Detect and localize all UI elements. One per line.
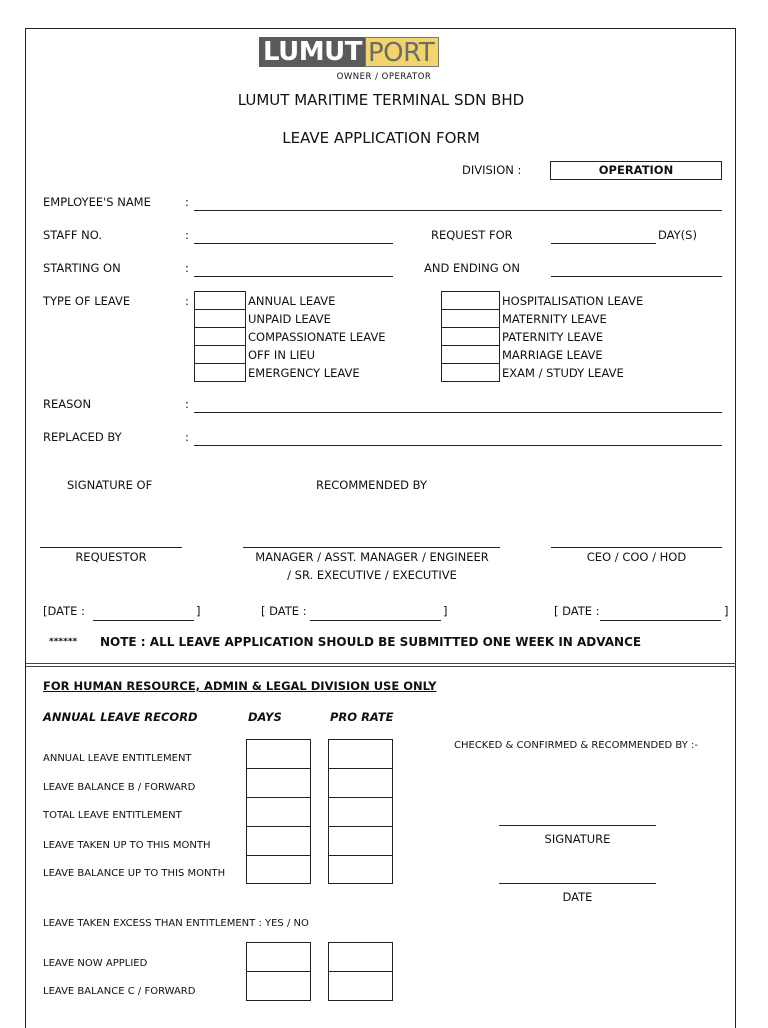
requestor-date-field[interactable]: [93, 620, 194, 621]
replaced-by-field[interactable]: [194, 445, 722, 446]
hr-date-label: DATE: [562, 890, 593, 904]
close-bracket: ]: [196, 604, 201, 618]
employee-name-label: EMPLOYEE'S NAME: [43, 195, 151, 209]
leave-type-label: MARRIAGE LEAVE: [502, 348, 603, 362]
starting-on-label: STARTING ON: [43, 261, 121, 275]
hr-signature-line[interactable]: [499, 825, 656, 826]
close-bracket: ]: [443, 604, 448, 618]
hr-row-label: TOTAL LEAVE ENTITLEMENT: [43, 810, 182, 821]
starting-on-field[interactable]: [194, 276, 393, 277]
days-cell[interactable]: [246, 739, 311, 769]
checkbox-annual-leave[interactable]: [194, 291, 246, 310]
leave-now-applied-label: LEAVE NOW APPLIED: [43, 958, 148, 969]
division-value[interactable]: OPERATION: [550, 161, 722, 180]
colon: :: [185, 195, 189, 209]
annual-leave-record-header: ANNUAL LEAVE RECORD: [43, 710, 198, 724]
now-applied-days-cell[interactable]: [246, 942, 311, 972]
days-cell[interactable]: [246, 768, 311, 798]
employee-name-field[interactable]: [194, 210, 722, 211]
ceo-label: CEO / COO / HOD: [586, 550, 687, 564]
leave-type-label: EMERGENCY LEAVE: [248, 366, 360, 380]
request-for-label: REQUEST FOR: [431, 228, 513, 242]
excess-label: LEAVE TAKEN EXCESS THAN ENTITLEMENT : YES / NO: [43, 918, 309, 929]
requestor-label: REQUESTOR: [75, 550, 147, 564]
hr-row-label: LEAVE BALANCE UP TO THIS MONTH: [43, 868, 226, 879]
checkbox-paternity-leave[interactable]: [441, 327, 500, 346]
colon: :: [185, 261, 189, 275]
date-label: [DATE :: [43, 604, 85, 618]
checkbox-emergency-leave[interactable]: [194, 363, 246, 382]
leave-type-label: MATERNITY LEAVE: [502, 312, 607, 326]
company-name: LUMUT MARITIME TERMINAL SDN BHD: [237, 91, 525, 109]
leave-type-label: COMPASSIONATE LEAVE: [248, 330, 386, 344]
manager-label-2: / SR. EXECUTIVE / EXECUTIVE: [287, 568, 457, 582]
now-applied-pro-rate-cell[interactable]: [328, 942, 393, 972]
reason-label: REASON: [43, 397, 92, 411]
days-unit: DAY(S): [658, 228, 697, 242]
checkbox-unpaid-leave[interactable]: [194, 309, 246, 328]
pro-rate-cell[interactable]: [328, 739, 393, 769]
leave-type-label: OFF IN LIEU: [248, 348, 316, 362]
requestor-signature-line[interactable]: [40, 547, 182, 548]
logo-part-1: LUMUT: [259, 37, 365, 67]
date-label: [ DATE :: [261, 604, 307, 618]
checkbox-hospitalisation-leave[interactable]: [441, 291, 500, 310]
pro-rate-cell[interactable]: [328, 768, 393, 798]
staff-no-label: STAFF NO.: [43, 228, 103, 242]
owner-operator: OWNER / OPERATOR: [336, 72, 432, 82]
form-title: LEAVE APPLICATION FORM: [282, 129, 480, 147]
manager-label: MANAGER / ASST. MANAGER / ENGINEER: [255, 550, 489, 564]
leave-type-label: HOSPITALISATION LEAVE: [502, 294, 644, 308]
days-cell[interactable]: [246, 826, 311, 856]
colon: :: [185, 397, 189, 411]
checkbox-off-in-lieu[interactable]: [194, 345, 246, 364]
staff-no-field[interactable]: [194, 243, 393, 244]
hr-section-title: FOR HUMAN RESOURCE, ADMIN & LEGAL DIVISION USE ONLY: [43, 679, 437, 693]
leave-type-label: ANNUAL LEAVE: [248, 294, 336, 308]
pro-rate-cell[interactable]: [328, 855, 393, 884]
days-cell[interactable]: [246, 855, 311, 884]
days-header: DAYS: [248, 710, 282, 724]
manager-signature-line[interactable]: [243, 547, 500, 548]
section-divider: [26, 663, 736, 667]
ending-on-field[interactable]: [551, 276, 722, 277]
leave-type-label: EXAM / STUDY LEAVE: [502, 366, 624, 380]
colon: :: [185, 294, 189, 308]
ceo-signature-line[interactable]: [551, 547, 722, 548]
checkbox-marriage-leave[interactable]: [441, 345, 500, 364]
balance-pro-rate-cell[interactable]: [328, 971, 393, 1001]
days-cell[interactable]: [246, 797, 311, 827]
balance-days-cell[interactable]: [246, 971, 311, 1001]
pro-rate-cell[interactable]: [328, 797, 393, 827]
checkbox-maternity-leave[interactable]: [441, 309, 500, 328]
logo-part-2: PORT: [365, 37, 439, 67]
signature-of-label: SIGNATURE OF: [67, 478, 153, 492]
hr-row-label: LEAVE BALANCE B / FORWARD: [43, 782, 196, 793]
leave-type-label: PATERNITY LEAVE: [502, 330, 604, 344]
checkbox-compassionate-leave[interactable]: [194, 327, 246, 346]
pro-rate-header: PRO RATE: [330, 710, 394, 724]
leave-balance-c-forward-label: LEAVE BALANCE C / FORWARD: [43, 986, 196, 997]
reason-field[interactable]: [194, 412, 722, 413]
ceo-date-field[interactable]: [600, 620, 721, 621]
hr-row-label: ANNUAL LEAVE ENTITLEMENT: [43, 753, 192, 764]
hr-signature-label: SIGNATURE: [544, 832, 611, 846]
leave-type-label: UNPAID LEAVE: [248, 312, 331, 326]
division-label: DIVISION :: [462, 163, 522, 177]
manager-date-field[interactable]: [310, 620, 441, 621]
checkbox-exam-study-leave[interactable]: [441, 363, 500, 382]
pro-rate-cell[interactable]: [328, 826, 393, 856]
note-text: NOTE : ALL LEAVE APPLICATION SHOULD BE SUBMITTED ONE WEEK IN ADVANCE: [100, 635, 642, 649]
recommended-by-label: RECOMMENDED BY: [316, 478, 427, 492]
colon: :: [185, 430, 189, 444]
hr-date-line[interactable]: [499, 883, 656, 884]
hr-row-label: LEAVE TAKEN UP TO THIS MONTH: [43, 840, 211, 851]
checked-confirmed-label: CHECKED & CONFIRMED & RECOMMENDED BY :-: [454, 740, 698, 751]
colon: :: [185, 228, 189, 242]
ending-on-label: AND ENDING ON: [424, 261, 520, 275]
replaced-by-label: REPLACED BY: [43, 430, 122, 444]
lumutport-logo: [259, 37, 439, 67]
request-days-field[interactable]: [551, 243, 656, 244]
date-label: [ DATE :: [554, 604, 600, 618]
type-of-leave-label: TYPE OF LEAVE: [43, 294, 131, 308]
note-stars: ******: [49, 637, 78, 647]
close-bracket: ]: [724, 604, 729, 618]
